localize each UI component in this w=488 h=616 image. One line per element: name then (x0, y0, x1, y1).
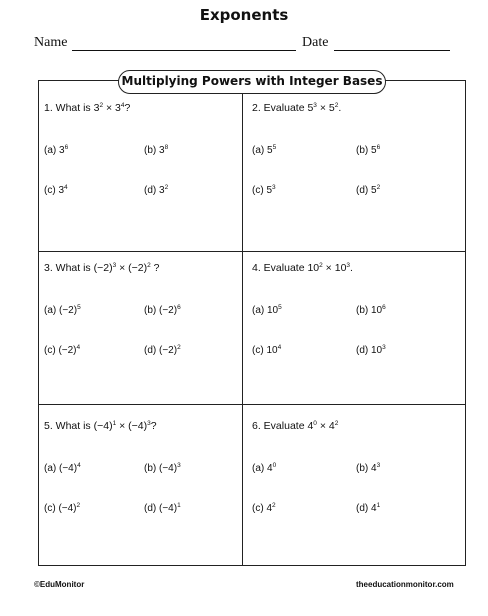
question-5-option-d[interactable] (144, 502, 181, 514)
question-2-option-b[interactable] (356, 144, 380, 156)
prompt-part: × 3 (103, 102, 121, 114)
column-divider (242, 81, 243, 565)
prompt-part: 4 (120, 102, 125, 109)
question-4-prompt (252, 262, 353, 274)
question-3-option-b[interactable] (144, 304, 181, 316)
date-label: Date (302, 35, 329, 50)
option-exponent: 5 (272, 144, 277, 151)
name-label: Name (34, 35, 68, 50)
option-exponent: 2 (76, 502, 81, 509)
question-4-option-a[interactable] (252, 304, 282, 316)
option-exponent: 6 (64, 144, 69, 151)
prompt-part: 5. What is (−4) (44, 420, 113, 432)
prompt-part: 1. What is 3 (44, 102, 100, 114)
question-5-prompt (44, 420, 157, 432)
worksheet-title: Exponents (199, 6, 289, 24)
option-label: (d) 3 (144, 185, 165, 196)
question-2-option-c[interactable] (252, 184, 276, 196)
option-label: (c) 3 (44, 185, 64, 196)
prompt-part: 1 (112, 420, 117, 427)
prompt-part: . (350, 262, 353, 274)
question-3-option-a[interactable] (44, 304, 81, 316)
option-label: (b) 4 (356, 463, 377, 474)
prompt-part: . (338, 102, 342, 114)
option-exponent: 8 (164, 144, 169, 151)
question-6-option-c[interactable] (252, 502, 276, 514)
option-label: (d) 5 (356, 185, 377, 196)
option-exponent: 4 (76, 344, 81, 351)
option-label: (d) (−4) (144, 503, 178, 514)
question-1-option-a[interactable] (44, 144, 68, 156)
question-3-option-c[interactable] (44, 344, 80, 356)
option-label: (a) (−4) (44, 463, 78, 474)
option-label: (b) (−2) (144, 305, 178, 316)
date-line[interactable] (334, 50, 450, 51)
prompt-part: × (−2) (116, 262, 148, 274)
question-1-option-c[interactable] (44, 184, 68, 196)
option-label: (d) 10 (356, 345, 383, 356)
prompt-part: 2. Evaluate 5 (252, 102, 314, 114)
option-exponent: 3 (177, 462, 181, 469)
name-line[interactable] (72, 50, 296, 51)
option-label: (c) (−2) (44, 345, 77, 356)
prompt-part: ? (150, 262, 160, 274)
option-label: (b) 3 (144, 145, 165, 156)
option-exponent: 6 (382, 304, 386, 311)
question-1-prompt (44, 102, 130, 114)
option-exponent: 6 (177, 304, 181, 311)
option-exponent: 5 (278, 304, 282, 311)
option-label: (a) (−2) (44, 305, 78, 316)
prompt-part: 2 (334, 102, 339, 109)
option-exponent: 4 (277, 344, 282, 351)
prompt-part: 3 (313, 102, 317, 109)
option-exponent: 1 (177, 502, 181, 509)
option-exponent: 2 (376, 184, 381, 191)
option-exponent: 2 (177, 344, 181, 351)
option-label: (a) 3 (44, 145, 65, 156)
prompt-part: × 5 (316, 102, 335, 114)
prompt-part: 2 (147, 262, 151, 269)
question-3-option-d[interactable] (144, 344, 181, 356)
option-exponent: 4 (64, 184, 68, 191)
prompt-part: 2 (99, 102, 104, 109)
question-3-prompt (44, 262, 160, 274)
option-exponent: 2 (164, 184, 169, 191)
prompt-part: 3 (147, 420, 151, 427)
prompt-part: 3. What is (−2) (44, 262, 113, 274)
prompt-part: 0 (313, 420, 317, 427)
option-exponent: 5 (77, 304, 81, 311)
option-exponent: 1 (376, 502, 381, 509)
prompt-part: 3 (112, 262, 117, 269)
option-label: (b) 5 (356, 145, 377, 156)
option-label: (c) 10 (252, 345, 278, 356)
option-label: (d) 4 (356, 503, 377, 514)
option-exponent: 4 (77, 462, 81, 469)
option-label: (a) 5 (252, 145, 273, 156)
prompt-part: ? (150, 420, 157, 432)
prompt-part: × 10 (322, 262, 347, 274)
option-label: (c) 5 (252, 185, 272, 196)
option-exponent: 3 (272, 184, 276, 191)
option-exponent: 3 (382, 344, 386, 351)
prompt-part: × 4 (316, 420, 335, 432)
row-divider-2 (39, 404, 465, 405)
prompt-part: 4. Evaluate 10 (252, 262, 320, 274)
prompt-part: ? (124, 102, 131, 114)
option-label: (b) 10 (356, 305, 383, 316)
footer-website: theeducationmonitor.com (356, 580, 454, 589)
prompt-part: 2 (319, 262, 323, 269)
question-6-prompt (252, 420, 338, 432)
question-6-option-d[interactable] (356, 502, 380, 514)
row-divider-1 (39, 251, 465, 252)
question-2-prompt (252, 102, 341, 114)
prompt-part: × (−4) (116, 420, 148, 432)
question-4-option-c[interactable] (252, 344, 281, 356)
option-label: (b) (−4) (144, 463, 178, 474)
section-banner: Multiplying Powers with Integer Bases (118, 70, 386, 94)
prompt-part: 6. Evaluate 4 (252, 420, 314, 432)
option-exponent: 2 (272, 502, 276, 509)
question-6-option-b[interactable] (356, 462, 380, 474)
question-6-option-a[interactable] (252, 462, 276, 474)
question-4-option-d[interactable] (356, 344, 386, 356)
question-5-option-b[interactable] (144, 462, 181, 474)
option-exponent: 0 (272, 462, 277, 469)
question-4-option-b[interactable] (356, 304, 386, 316)
option-label: (c) 4 (252, 503, 272, 514)
option-label: (a) 4 (252, 463, 273, 474)
option-label: (d) (−2) (144, 345, 178, 356)
option-exponent: 6 (376, 144, 381, 151)
question-5-option-c[interactable] (44, 502, 80, 514)
option-label: (c) (−4) (44, 503, 77, 514)
question-1-option-d[interactable] (144, 184, 168, 196)
footer-copyright: ©EduMonitor (34, 580, 85, 589)
question-5-option-a[interactable] (44, 462, 81, 474)
option-exponent: 3 (376, 462, 381, 469)
option-label: (a) 10 (252, 305, 279, 316)
question-1-option-b[interactable] (144, 144, 168, 156)
prompt-part: 3 (346, 262, 351, 269)
prompt-part: 2 (334, 420, 339, 427)
question-2-option-a[interactable] (252, 144, 276, 156)
question-2-option-d[interactable] (356, 184, 380, 196)
